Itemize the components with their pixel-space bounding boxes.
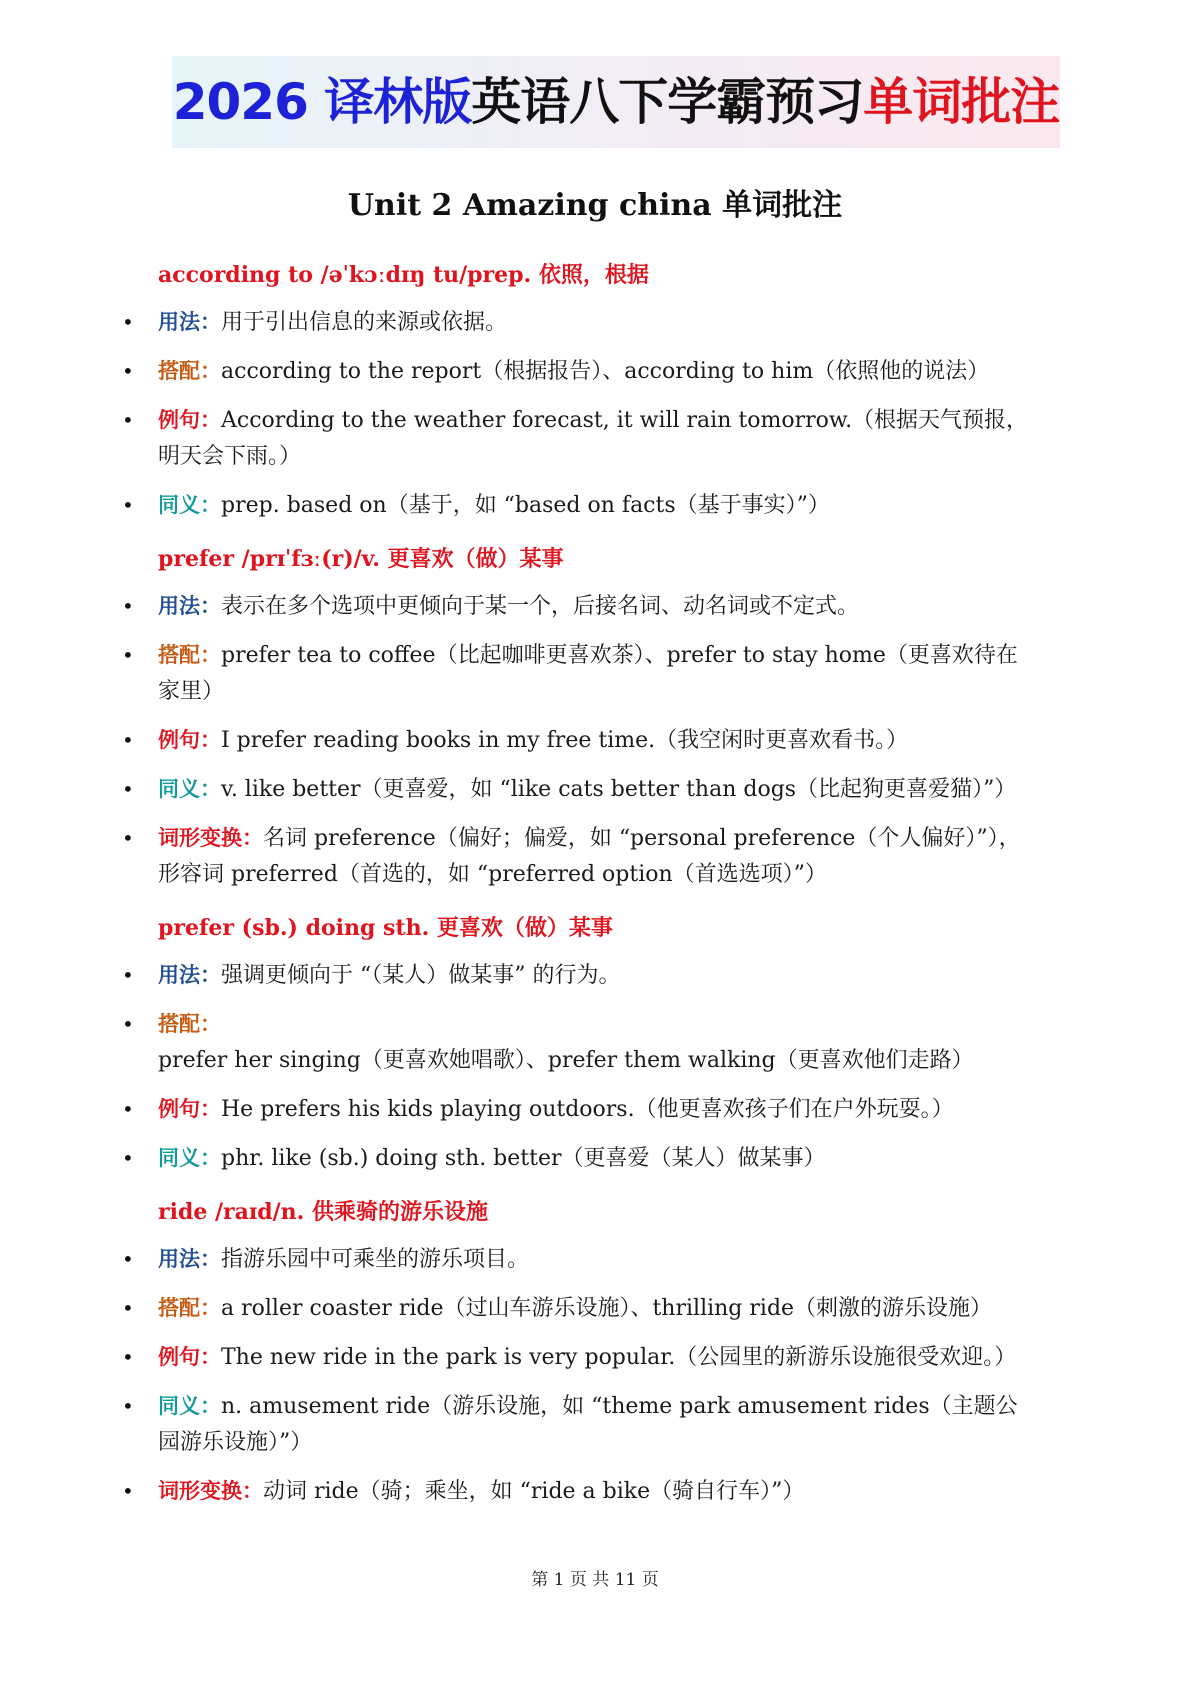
label-example: 例句：	[158, 408, 221, 432]
annotation-usage	[158, 957, 1036, 994]
label-word-forms: 词形变换：	[158, 1479, 263, 1503]
annotation-text: phr. like (sb.) doing sth. better（更喜爱（某人）做某事）	[221, 1146, 826, 1171]
label-synonym: 同义：	[158, 1146, 221, 1170]
label-example: 例句：	[158, 728, 221, 752]
annotation-word-forms	[158, 820, 1036, 893]
annotation-usage	[158, 1241, 1036, 1278]
annotation-example	[158, 402, 1036, 475]
annotation-text: prefer her singing（更喜欢她唱歌）、prefer them walking（更喜欢他们走路）	[158, 1048, 974, 1073]
label-synonym: 同义：	[158, 1394, 221, 1418]
word-heading: ride /raɪd/n. 供乘骑的游乐设施	[158, 1199, 488, 1225]
label-collocation: 搭配：	[158, 643, 221, 667]
annotation-example	[158, 1091, 1036, 1128]
title-banner	[172, 56, 1060, 148]
annotation-text: I prefer reading books in my free time.（我空闲时更喜欢看书。）	[221, 728, 909, 753]
page-number: 第 1 页 共 11 页	[531, 1570, 659, 1590]
annotation-text: 用于引出信息的来源或依据。	[221, 310, 508, 335]
annotation-word-forms	[158, 1473, 1036, 1510]
banner-part-year-edition: 2026 译林版	[172, 73, 472, 131]
annotation-text: 指游乐园中可乘坐的游乐项目。	[221, 1247, 530, 1272]
label-synonym: 同义：	[158, 777, 221, 801]
annotation-list	[0, 957, 1190, 1177]
annotation-text: 动词 ride（骑；乘坐，如 “ride a bike（骑自行车）”）	[263, 1479, 805, 1504]
word-heading: prefer (sb.) doing sth. 更喜欢（做）某事	[158, 915, 613, 941]
label-usage: 用法：	[158, 1247, 221, 1271]
annotation-example	[158, 722, 1036, 759]
annotation-text: 表示在多个选项中更倾向于某一个，后接名词、动名词或不定式。	[221, 594, 860, 619]
annotation-text: According to the weather forecast, it will rain tomorrow.（根据天气预报，明天会下雨。）	[158, 408, 1029, 469]
vocabulary-list	[0, 258, 1190, 1528]
annotation-text: prefer tea to coffee（比起咖啡更喜欢茶）、prefer to stay home（更喜欢待在家里）	[158, 643, 1018, 704]
annotation-example	[158, 1339, 1036, 1376]
annotation-text: prep. based on（基于，如 “based on facts（基于事实）”）	[221, 493, 830, 518]
annotation-text: He prefers his kids playing outdoors.（他更喜欢孩子们在户外玩耍。）	[221, 1097, 954, 1122]
annotation-synonym	[158, 1388, 1036, 1461]
annotation-usage	[158, 588, 1036, 625]
word-entry	[0, 1195, 1190, 1510]
banner-part-topic: 单词批注	[863, 73, 1060, 131]
annotation-text: a roller coaster ride（过山车游乐设施）、thrilling ride（刺激的游乐设施）	[221, 1296, 993, 1321]
label-word-forms: 词形变换：	[158, 826, 263, 850]
word-heading: according to /əˈkɔːdɪŋ tu/prep. 依照，根据	[158, 262, 649, 288]
annotation-synonym	[158, 487, 1036, 524]
annotation-list	[0, 304, 1190, 524]
annotation-text: 名词 preference（偏好；偏爱，如 “personal preference（个人偏好）”），形容词 preferred（首选的，如 “preferred option（首选选项）”）	[158, 826, 1021, 887]
annotation-usage	[158, 304, 1036, 341]
word-entry	[0, 911, 1190, 1177]
annotation-text: v. like better（更喜爱，如 “like cats better than dogs（比起狗更喜爱猫）”）	[221, 777, 1017, 802]
label-example: 例句：	[158, 1345, 221, 1369]
annotation-collocation	[158, 637, 1036, 710]
annotation-text: The new ride in the park is very popular.（公园里的新游乐设施很受欢迎。）	[221, 1345, 1017, 1370]
word-heading: prefer /prɪˈfɜː(r)/v. 更喜欢（做）某事	[158, 546, 564, 572]
label-example: 例句：	[158, 1097, 221, 1121]
label-collocation: 搭配：	[158, 359, 221, 383]
label-collocation: 搭配：	[158, 1012, 221, 1036]
annotation-list	[0, 588, 1190, 893]
annotation-text: according to the report（根据报告）、according to him（依照他的说法）	[221, 359, 990, 384]
label-usage: 用法：	[158, 594, 221, 618]
annotation-collocation	[158, 1006, 1036, 1079]
annotation-text: n. amusement ride（游乐设施，如 “theme park amusement rides（主题公园游乐设施）”）	[158, 1394, 1018, 1455]
label-usage: 用法：	[158, 963, 221, 987]
word-entry	[0, 542, 1190, 893]
label-synonym: 同义：	[158, 493, 221, 517]
label-collocation: 搭配：	[158, 1296, 221, 1320]
annotation-synonym	[158, 771, 1036, 808]
annotation-collocation	[158, 353, 1036, 390]
unit-title: Unit 2 Amazing china 单词批注	[347, 188, 843, 223]
label-usage: 用法：	[158, 310, 221, 334]
annotation-collocation	[158, 1290, 1036, 1327]
annotation-synonym	[158, 1140, 1036, 1177]
annotation-list	[0, 1241, 1190, 1510]
word-entry	[0, 258, 1190, 524]
banner-part-subject: 英语八下学霸预习	[471, 73, 864, 131]
annotation-text: 强调更倾向于 “（某人）做某事” 的行为。	[221, 963, 621, 988]
